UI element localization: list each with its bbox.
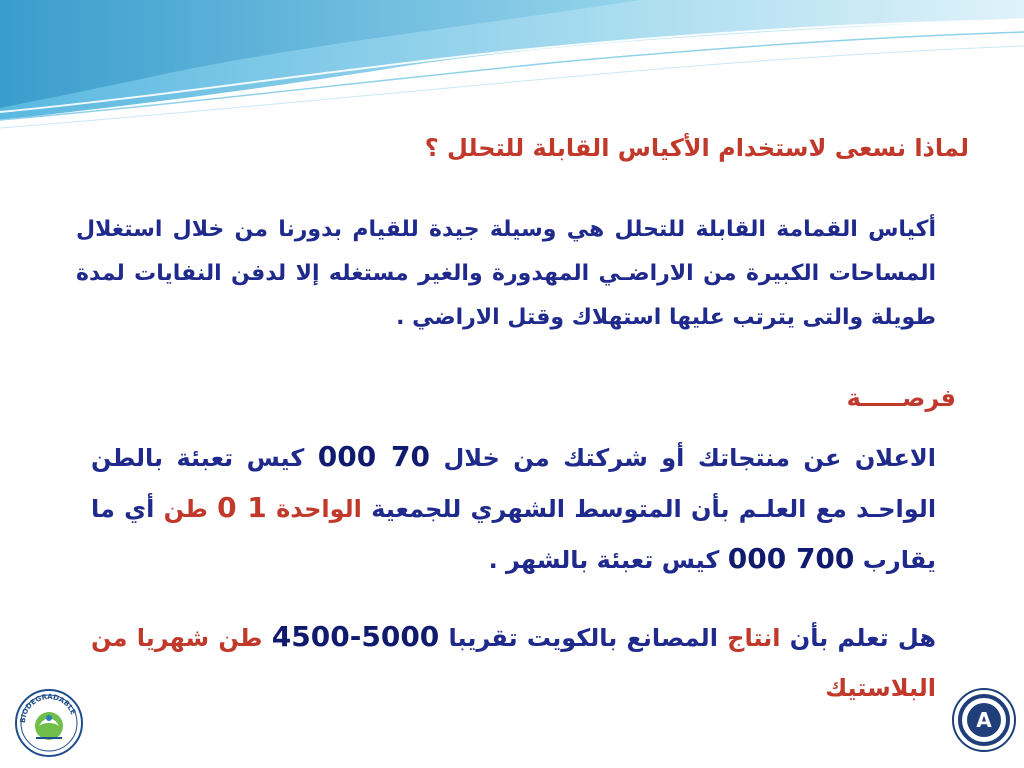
- company-logo-icon: [952, 688, 1016, 752]
- biodegradable-ring-text: BIODEGRADABLE: [18, 692, 78, 724]
- biodegradable-logo-icon: [14, 688, 84, 758]
- factory-text-2: المصانع بالكويت تقريبا: [448, 624, 718, 652]
- company-logo-letter: A: [976, 708, 992, 732]
- factory-text-1: هل تعلم بأن: [789, 624, 936, 652]
- bags-per-ton-number: 70 000: [317, 440, 431, 473]
- advertising-paragraph: [91, 432, 936, 585]
- ad-text-1: الاعلان عن منتجاتك أو شركتك من خلال: [443, 444, 937, 472]
- ad-text-4: كيس تعبئة بالشهر .: [488, 546, 720, 574]
- ad-accent-1: الواحدة: [276, 495, 362, 523]
- header-wave-decoration: [0, 0, 1024, 130]
- opportunity-title: فرصـــــة: [846, 384, 956, 412]
- factory-paragraph: [91, 612, 936, 713]
- ad-text-2: كيس تعبئة بالطن الواحـد مع العلـم بأن المتوسط الشهري للجمعية: [91, 444, 937, 523]
- ad-text-3: أي ما يقارب: [91, 495, 936, 574]
- bags-per-month-number: 700 000: [727, 542, 855, 575]
- intro-paragraph: أكياس القمامة القابلة للتحلل هي وسيلة جيدة للقيام بدورنا من خلال استغلال المساحات الكبيرة من الاراضـي المهدورة والغير مستغله إلا لدفن النفايات لمدة طويلة والتى يترتب عليها استهلاك وقتل الاراضي .: [76, 217, 936, 330]
- ad-accent-2: طن: [163, 495, 208, 523]
- plastic-production-number: 5000-4500: [271, 620, 440, 653]
- question-title: لماذا نسعى لاستخدام الأكياس القابلة للتحلل ؟: [424, 134, 969, 162]
- monthly-tons-number: 1 0: [217, 491, 267, 524]
- factory-accent-2: طن شهريا من البلاستيك: [91, 624, 936, 702]
- factory-accent-1: انتاج: [727, 624, 781, 652]
